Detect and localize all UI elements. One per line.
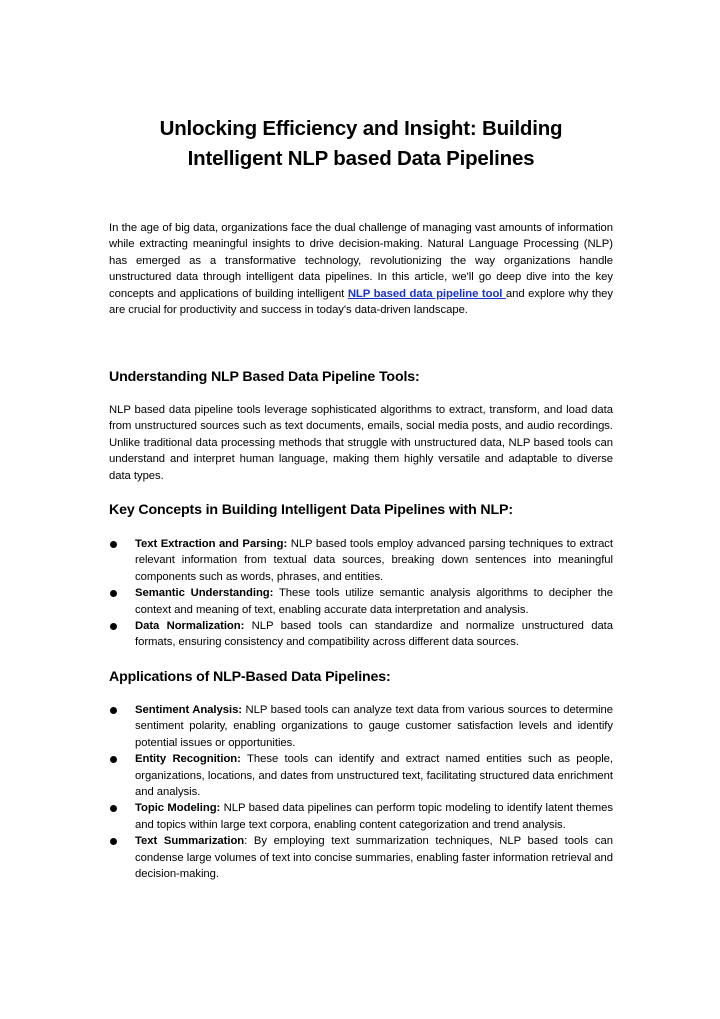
list-item-term: Sentiment Analysis: bbox=[135, 704, 243, 716]
applications-list bbox=[109, 702, 613, 882]
list-item-term: Text Summarization bbox=[135, 835, 245, 848]
list-item-term: Data Normalization: bbox=[135, 620, 245, 633]
title-line-1: Unlocking Efficiency and Insight: Building bbox=[159, 117, 563, 140]
section-heading-understanding: Understanding NLP Based Data Pipeline Tools: bbox=[109, 369, 420, 385]
list-item-term: Semantic Understanding: bbox=[135, 587, 274, 600]
intro-text-before-link: In the age of big data, organizations face the dual challenge of managing vast amounts of information while extracting meaningful insights to drive decision-making. Natural Language Processing (NLP) has emerged as a transformative technology, revolutionizing the way organizations handle unstructured data through intelligent data pipelines. In this article, we'll go deep dive into the key concepts and applications of building intelligent bbox=[109, 222, 613, 300]
list-item-text: These tools utilize semantic analysis algorithms to decipher the context and meaning of text, enabling accurate data interpretation and analysis. bbox=[135, 587, 614, 616]
bullet-icon bbox=[110, 590, 117, 597]
list-item bbox=[109, 536, 613, 585]
bullet-icon bbox=[110, 707, 117, 714]
bullet-icon bbox=[110, 623, 117, 630]
list-item-text: NLP based tools can standardize and normalize unstructured data formats, ensuring consistency and compatibility across different data sources. bbox=[135, 620, 613, 649]
page-title bbox=[109, 114, 613, 174]
section-heading-key-concepts: Key Concepts in Building Intelligent Data Pipelines with NLP: bbox=[109, 502, 513, 518]
title-line-2: Intelligent NLP based Data Pipelines bbox=[187, 147, 535, 170]
bullet-icon bbox=[110, 805, 117, 812]
key-concepts-list bbox=[109, 536, 613, 651]
list-item-text: NLP based tools can analyze text data from various sources to determine sentiment polarity, enabling organizations to gauge customer satisfaction levels and identify potential issues or opportunities. bbox=[135, 704, 613, 749]
list-item bbox=[109, 618, 613, 651]
list-item bbox=[109, 702, 613, 751]
list-item-term: Entity Recognition: bbox=[135, 753, 241, 766]
intro-text-after-link: and explore why they are crucial for productivity and success in today's data-driven landscape. bbox=[109, 287, 614, 317]
intro-paragraph bbox=[109, 220, 613, 318]
list-item bbox=[109, 751, 613, 800]
list-item-term: Topic Modeling: bbox=[135, 802, 221, 815]
list-item-text: NLP based tools employ advanced parsing techniques to extract relevant information from textual data sources, breaking down sentences into meaningful components such as words, phrases, and entities. bbox=[135, 538, 613, 583]
bullet-icon bbox=[110, 756, 117, 763]
nlp-pipeline-tool-link[interactable]: NLP based data pipeline tool bbox=[347, 287, 506, 300]
bullet-icon bbox=[110, 838, 117, 845]
bullet-icon bbox=[110, 541, 117, 548]
section-understanding-body: NLP based data pipeline tools leverage sophisticated algorithms to extract, transform, and load data from unstructured sources such as text documents, emails, social media posts, and audio recordings. Unlike traditional data processing methods that struggle with unstructured data, NLP based tools can understand and interpret human language, making them highly versatile and adaptable to diverse data types. bbox=[109, 404, 613, 482]
list-item bbox=[109, 585, 613, 618]
section-heading-applications: Applications of NLP-Based Data Pipelines: bbox=[109, 669, 391, 685]
list-item-text: NLP based data pipelines can perform topic modeling to identify latent themes and topics within large text corpora, enabling content categorization and trend analysis. bbox=[135, 802, 613, 831]
list-item-text: : By employing text summarization techniques, NLP based tools can condense large volumes of text into concise summaries, enabling faster information retrieval and decision-making. bbox=[135, 835, 613, 881]
list-item-term: Text Extraction and Parsing: bbox=[135, 538, 288, 550]
list-item-text: These tools can identify and extract named entities such as people, organizations, locations, and dates from unstructured text, facilitating structured data enrichment and analysis. bbox=[135, 753, 613, 799]
list-item bbox=[109, 833, 613, 882]
list-item bbox=[109, 800, 613, 833]
